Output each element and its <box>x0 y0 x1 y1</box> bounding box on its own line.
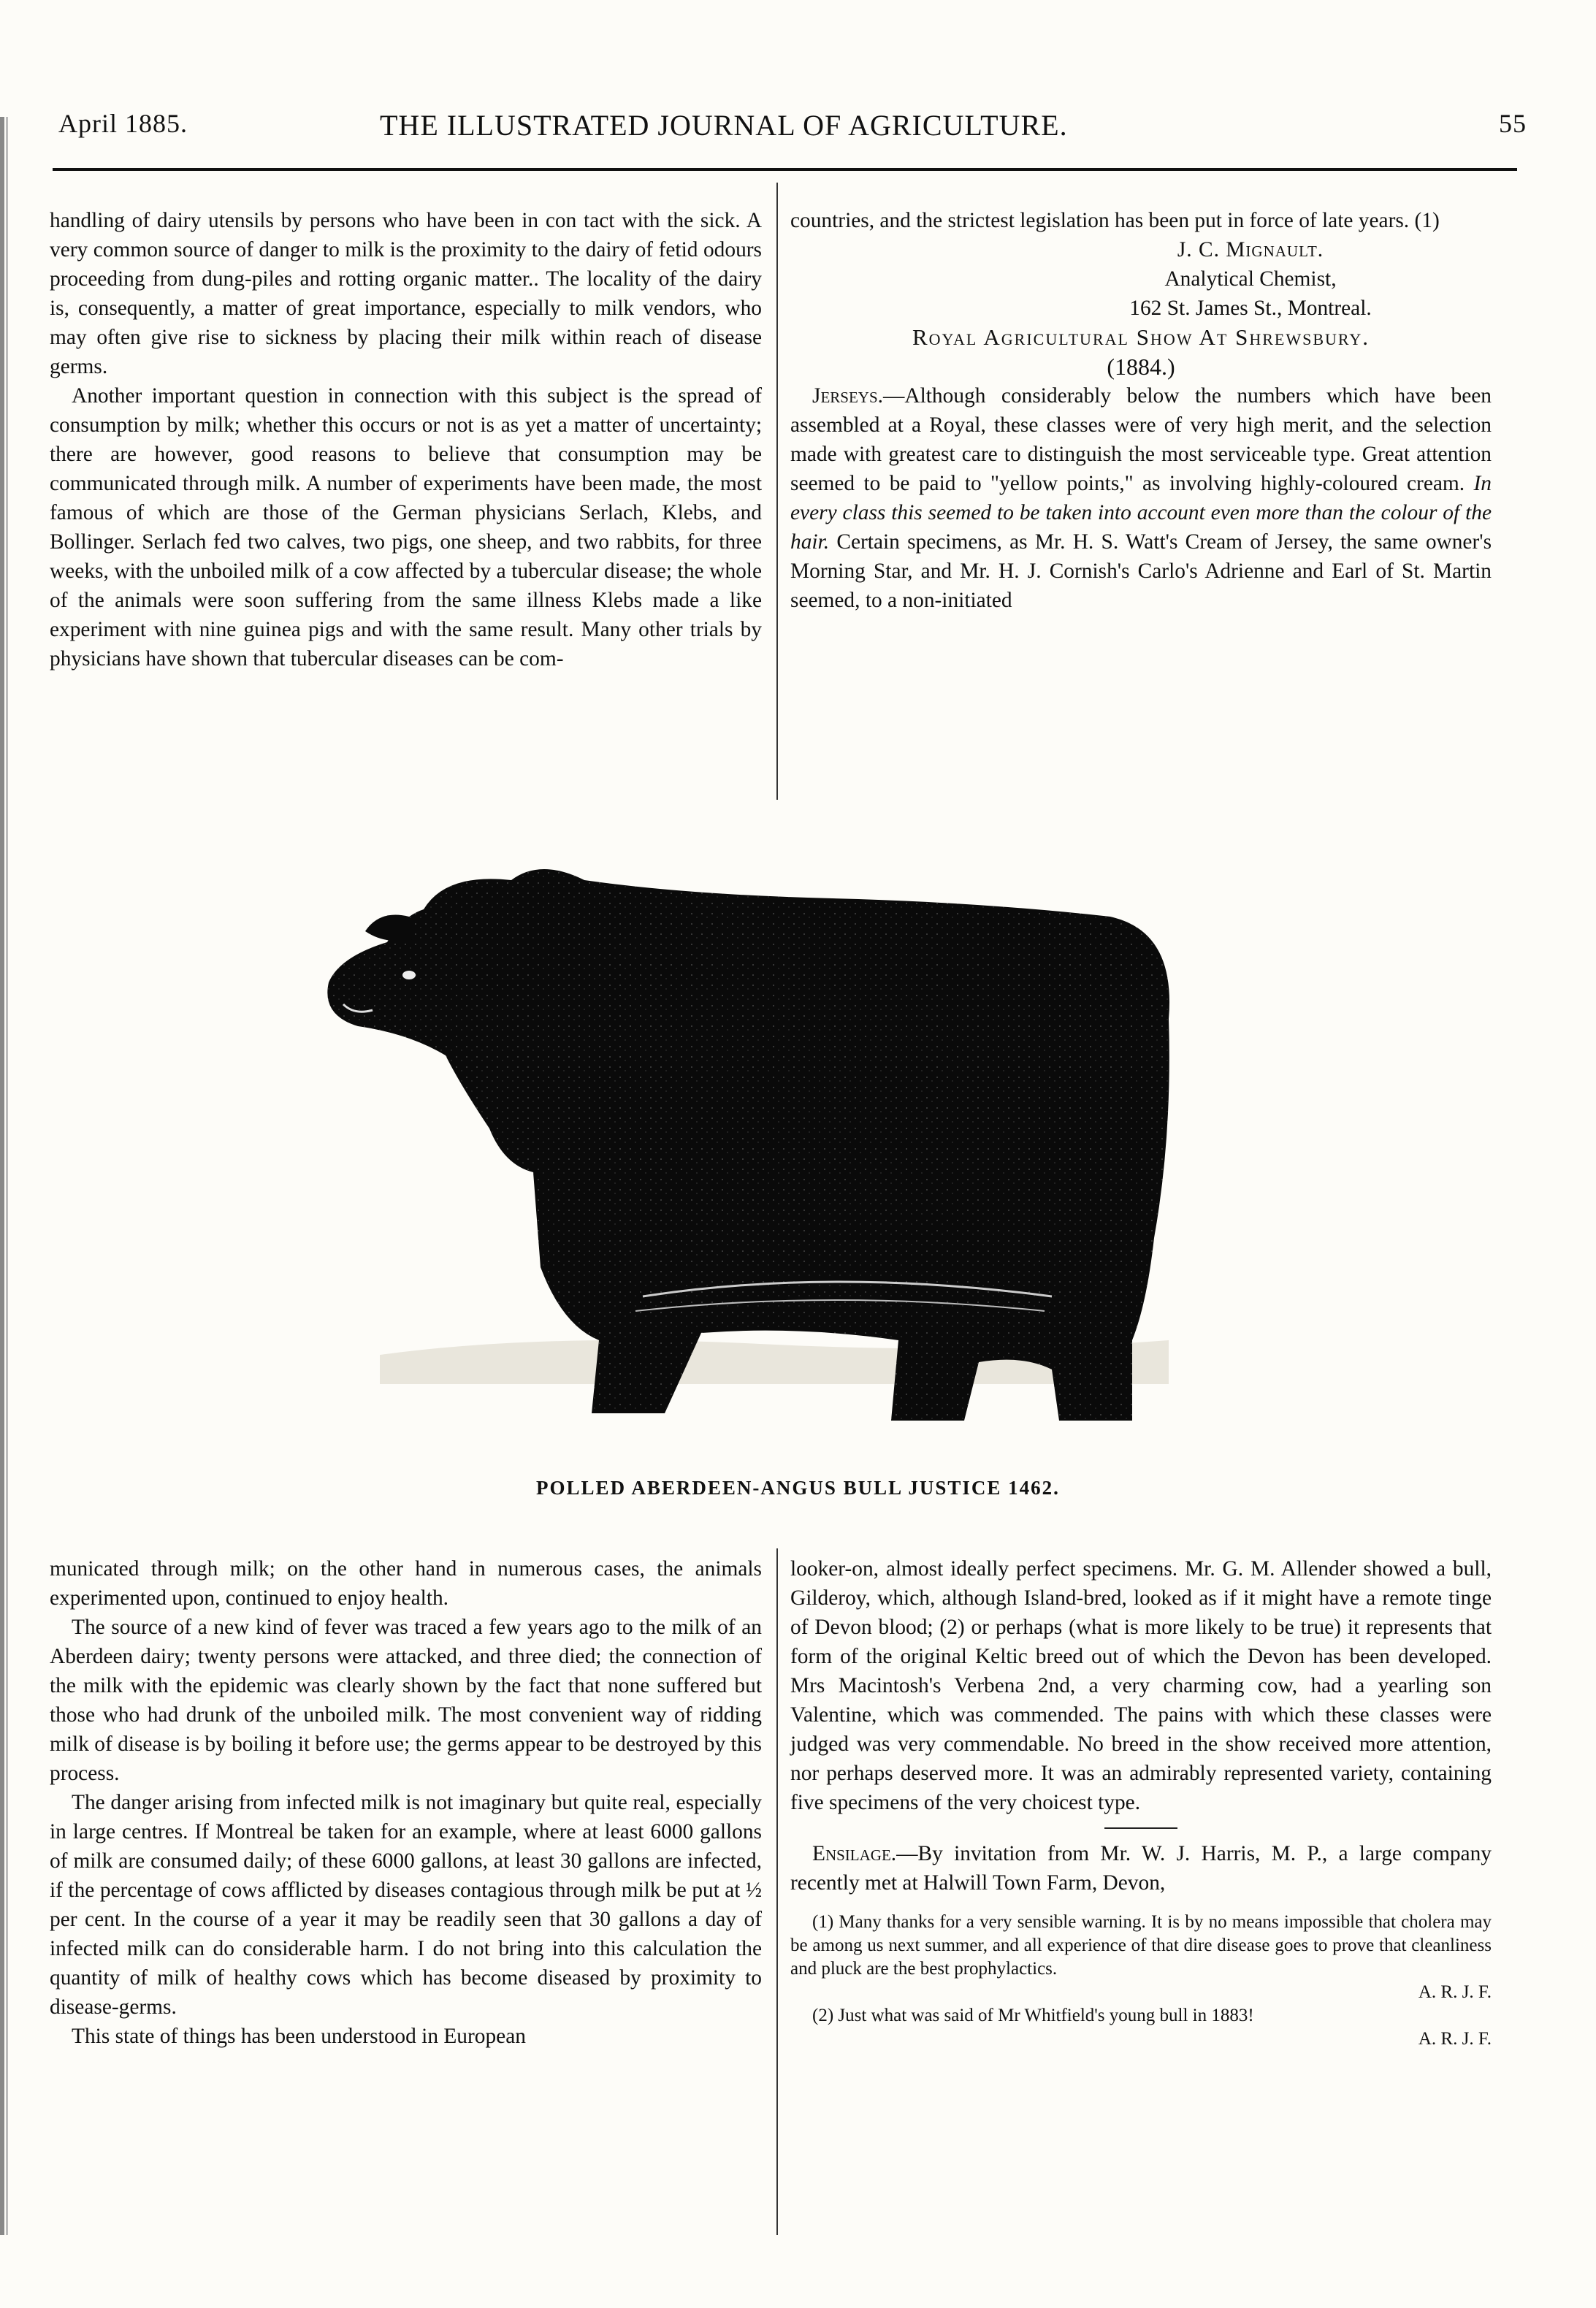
header-date: April 1885. <box>58 109 188 138</box>
bull-engraving <box>321 829 1242 1435</box>
footnote-1-signature: A. R. J. F. <box>1418 1982 1492 2002</box>
bull-ear <box>365 915 416 941</box>
bull-eye <box>402 971 416 979</box>
top-right-column <box>790 206 1492 615</box>
author-title: Analytical Chemist, <box>1164 267 1337 291</box>
paragraph: The source of a new kind of fever was traced a few years ago to the milk of an Aberdeen dairy; twenty persons were attacked, and three died; the connection of the milk with the epidemic was clearly shown by the fact that none suffered but those who had drunk of the unboiled milk. The most convenient way of ridding milk of disease is by boiling it before use; the germs appear to be destroyed by this process. <box>50 1616 762 1785</box>
paragraph <box>790 1839 1492 1898</box>
page-number: 55 <box>1499 109 1527 138</box>
paragraph: handling of dairy utensils by persons who have been in con tact with the sick. A very common source of danger to milk is the proximity to the dairy of fetid odours proceeding from dung-piles and rotting organic matter.. The locality of the dairy is, consequently, a matter of great importance, especially to milk vendors, who may often give rise to sickness by placing their milk within reach of disease germs. <box>50 209 762 378</box>
author-address: 162 St. James St., Montreal. <box>1129 297 1372 320</box>
footnote-1: (1) Many thanks for a very sensible warning. It is by no means impossible that cholera may be among us next summer, and all experience of that dire disease goes to prove that cleanliness and pluck are the best prophylactics. <box>790 1912 1492 1979</box>
paragraph <box>790 381 1492 615</box>
header-rule <box>53 168 1517 171</box>
italic-text: In every class this seemed to be taken into account even more than the colour of the hair. <box>790 472 1492 554</box>
paragraph: municated through milk; on the other hand in numerous cases, the animals experimented upon, continued to enjoy health. <box>50 1557 762 1610</box>
paragraph-text-end: Certain specimens, as Mr. H. S. Watt's Cream of Jersey, the same owner's Morning Star, and Mr. H. J. Cornish's Carlo's Adrienne and Earl of St. Martin seemed, to a non-initiated <box>790 530 1492 612</box>
paragraph: looker-on, almost ideally perfect specimens. Mr. G. M. Allender showed a bull, Gilderoy, which, although Island-bred, looked as if it might have a remote tinge of Devon blood; (2) or perhaps (what is more likely to be true) it represents that form of the original Keltic breed out of which the Devon has been developed. Mrs Macintosh's Verbena 2nd, a very charming cow, had a yearling son Valentine, which was commended. The pains with which these classes were judged was very commendable. No breed in the show received more attention, nor perhaps deserved more. It was an admirably represented variety, containing five specimens of the very choicest type. <box>790 1557 1492 1814</box>
bottom-right-column <box>790 1554 1492 2051</box>
run-in-heading: Jerseys. <box>812 384 883 408</box>
footnote-2-signature: A. R. J. F. <box>1418 2029 1492 2049</box>
footnotes <box>790 1911 1492 2051</box>
column-divider <box>776 1548 778 2235</box>
paragraph-text: —Although considerably below the numbers which have been assembled at a Royal, these classes were of very high merit, and the selection made with greatest care to distinguish the most serviceable type. Great attention seemed to be paid to "yellow points," as involving highly-coloured cream. <box>790 384 1492 495</box>
paragraph: Another important question in connection with this subject is the spread of consumption by milk; whether this occurs or not is as yet a matter of uncertainty; there are however, good reasons to believe that consumption may be communicated through milk. A number of experiments have been made, the most famous of which are those of the German physicians Serlach, Klebs, and Bollinger. Serlach fed two calves, two pigs, one sheep, and two rabbits, for three weeks, with the unboiled milk of a cow affected by a tubercular disease; the whole of the animals were soon suffering from the same illness Klebs made a like experiment with nine guinea pigs and with the same result. Many other trials by physicians have shown that tubercular diseases can be com- <box>50 384 762 670</box>
column-divider <box>776 183 778 800</box>
paragraph: The danger arising from infected milk is not imaginary but quite real, especially in large centres. If Montreal be taken for an example, where at least 6000 gallons of milk are consumed daily; of these 6000 gallons, at least 30 gallons are infected, if the percentage of cows afflicted by diseases contagious through milk be put at ½ per cent. In the course of a year it may be readily seen that 30 gallons a day of infected milk can do considerable harm. I do not bring into this calculation the quantity of milk of healthy cows which has become diseased by proximity to disease-germs. <box>50 1791 762 2019</box>
bottom-left-column <box>50 1554 762 2051</box>
bull-body <box>327 869 1169 1421</box>
journal-title: THE ILLUSTRATED JOURNAL OF AGRICULTURE. <box>380 109 1068 142</box>
run-in-heading: Ensilage. <box>812 1842 897 1865</box>
author-signature <box>1009 235 1492 323</box>
scan-edge-shadow <box>0 117 19 2235</box>
top-left-column <box>50 206 762 673</box>
section-title: Royal Agricultural Show At Shrewsbury. <box>912 324 1370 350</box>
paragraph: This state of things has been understood in European <box>72 2025 526 2048</box>
running-header <box>44 108 1527 152</box>
footnote-2: (2) Just what was said of Mr Whitfield's young bull in 1883! <box>812 2006 1254 2025</box>
paragraph: countries, and the strictest legislation has been put in force of late years. (1) <box>790 209 1440 232</box>
author-name: J. C. Mignault. <box>1177 238 1324 261</box>
section-year: (1884.) <box>1107 354 1175 380</box>
section-rule <box>1104 1827 1177 1829</box>
figure-caption: POLLED ABERDEEN-ANGUS BULL JUSTICE 1462. <box>536 1477 1060 1499</box>
paragraph-text: —By invitation from Mr. W. J. Harris, M. P., a large company recently met at Halwill Town Farm, Devon, <box>790 1842 1492 1895</box>
